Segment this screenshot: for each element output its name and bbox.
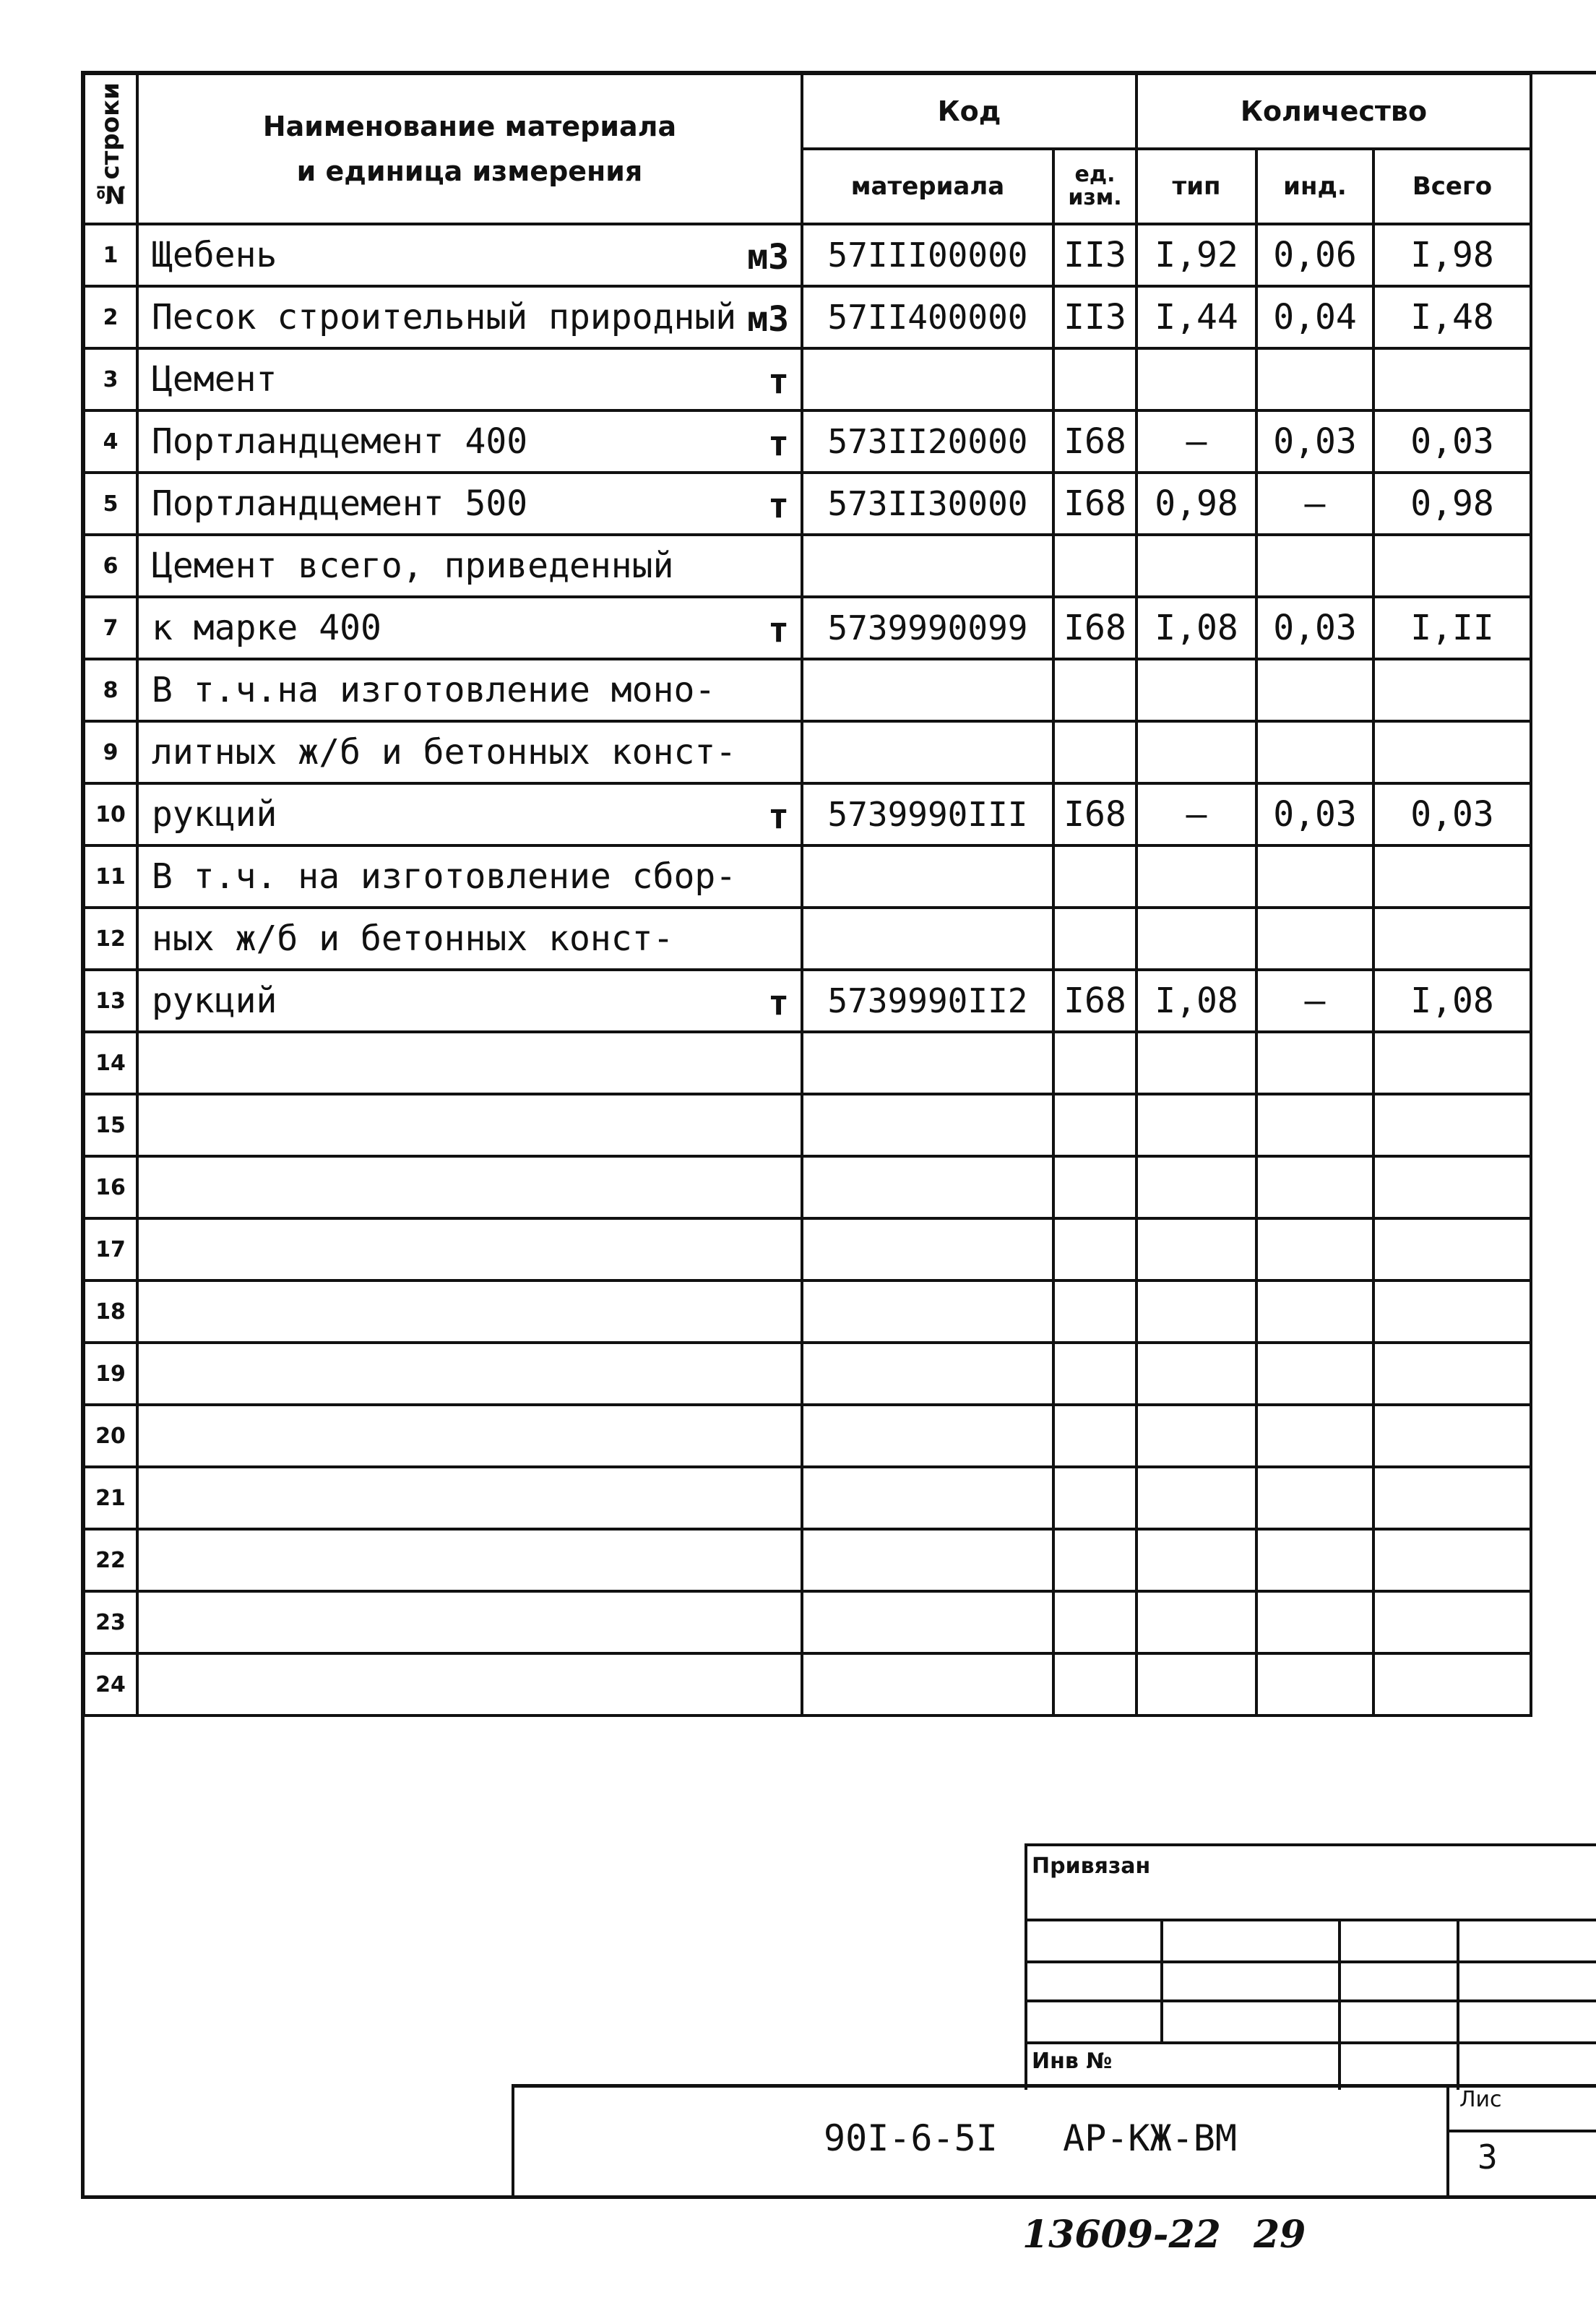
qty-type xyxy=(1136,970,1256,1032)
row-number-text: 17 xyxy=(95,1236,126,1262)
material-name xyxy=(137,1343,802,1405)
unit-code xyxy=(1053,1591,1136,1653)
material-code xyxy=(802,1405,1053,1467)
material-name-text: Портландцемент 500 xyxy=(152,483,528,524)
qty-type xyxy=(1136,908,1256,970)
row-number-text: 24 xyxy=(95,1671,126,1697)
material-name-text: В т.ч.на изготовление моно- xyxy=(152,670,716,710)
qty-total xyxy=(1373,410,1531,473)
material-name-text: Портландцемент 400 xyxy=(152,421,528,462)
unit-code xyxy=(1053,721,1136,783)
material-code xyxy=(802,410,1053,473)
material-name xyxy=(137,1032,802,1094)
qty-total xyxy=(1373,1529,1531,1591)
page-number: 29 xyxy=(1254,2213,1306,2257)
qty-ind xyxy=(1256,783,1373,845)
table-row xyxy=(84,1280,1531,1343)
material-code xyxy=(802,1343,1053,1405)
qty-type xyxy=(1136,783,1256,845)
row-number xyxy=(84,1653,137,1716)
unit-code-text: I68 xyxy=(1064,483,1126,524)
qty-type xyxy=(1136,1343,1256,1405)
qty-ind xyxy=(1256,535,1373,597)
header-qty-ind: инд. xyxy=(1256,149,1373,224)
inventory-number-label: Инв № xyxy=(1032,2049,1113,2074)
material-name xyxy=(137,1156,802,1218)
qty-ind-text: – xyxy=(1304,981,1326,1021)
row-number xyxy=(84,908,137,970)
material-code xyxy=(802,1280,1053,1343)
qty-ind xyxy=(1256,1467,1373,1529)
qty-total xyxy=(1373,1218,1531,1280)
qty-type-text: I,92 xyxy=(1155,235,1238,275)
material-code xyxy=(802,1156,1053,1218)
row-number-text: 22 xyxy=(95,1547,126,1573)
qty-total xyxy=(1373,970,1531,1032)
material-name-text: к марке 400 xyxy=(152,608,381,648)
material-name xyxy=(137,597,802,659)
qty-total-text: 0,03 xyxy=(1410,421,1494,462)
material-code xyxy=(802,1032,1053,1094)
material-unit: т xyxy=(768,610,789,650)
row-number-text: 14 xyxy=(95,1050,126,1076)
material-name xyxy=(137,783,802,845)
qty-total xyxy=(1373,1467,1531,1529)
material-unit: т xyxy=(768,361,789,402)
qty-type xyxy=(1136,410,1256,473)
qty-type xyxy=(1136,1218,1256,1280)
material-code-text: 5739990III xyxy=(827,795,1028,834)
material-name xyxy=(137,224,802,286)
qty-type xyxy=(1136,224,1256,286)
material-name xyxy=(137,1591,802,1653)
qty-ind xyxy=(1256,348,1373,410)
header-quantity-group: Количество xyxy=(1136,74,1531,149)
row-number-text: 5 xyxy=(103,491,118,517)
table-row xyxy=(84,286,1531,348)
qty-ind xyxy=(1256,1343,1373,1405)
qty-type xyxy=(1136,1156,1256,1218)
qty-type-text: – xyxy=(1186,421,1207,462)
stamp-line xyxy=(1027,1960,1596,1963)
row-number-text: 20 xyxy=(95,1423,126,1449)
unit-code-text: I68 xyxy=(1064,981,1126,1021)
qty-ind xyxy=(1256,1529,1373,1591)
unit-code xyxy=(1053,1405,1136,1467)
qty-total xyxy=(1373,1653,1531,1716)
material-code xyxy=(802,1529,1053,1591)
qty-ind xyxy=(1256,659,1373,721)
header-row-number: №строки xyxy=(84,74,137,224)
qty-total xyxy=(1373,659,1531,721)
row-number xyxy=(84,1343,137,1405)
document-code: 90I-6-5I АР-КЖ-ВМ xyxy=(824,2117,1237,2159)
material-name xyxy=(137,1094,802,1156)
stamp-divider xyxy=(1457,1919,1459,2090)
qty-ind xyxy=(1256,286,1373,348)
row-number xyxy=(84,1405,137,1467)
row-number-text: 16 xyxy=(95,1174,126,1200)
qty-type xyxy=(1136,1467,1256,1529)
material-code xyxy=(802,970,1053,1032)
qty-ind xyxy=(1256,224,1373,286)
material-name xyxy=(137,410,802,473)
unit-code xyxy=(1053,1467,1136,1529)
material-name xyxy=(137,1405,802,1467)
material-code xyxy=(802,783,1053,845)
qty-total-text: I,08 xyxy=(1410,981,1494,1021)
material-name xyxy=(137,970,802,1032)
row-number-text: 18 xyxy=(95,1299,126,1325)
row-number xyxy=(84,410,137,473)
row-number xyxy=(84,1467,137,1529)
table-row xyxy=(84,1591,1531,1653)
material-name xyxy=(137,348,802,410)
qty-type xyxy=(1136,659,1256,721)
stamp-line xyxy=(1027,2041,1596,2044)
material-name xyxy=(137,721,802,783)
qty-type xyxy=(1136,1405,1256,1467)
qty-total-text: I,II xyxy=(1410,608,1494,648)
unit-code xyxy=(1053,535,1136,597)
unit-code xyxy=(1053,970,1136,1032)
material-name-text: Цемент xyxy=(152,359,277,400)
qty-ind-text: 0,03 xyxy=(1273,608,1357,648)
qty-type xyxy=(1136,1032,1256,1094)
archive-number: 13609-22 xyxy=(1022,2213,1221,2257)
material-name-text: рукций xyxy=(152,794,277,835)
unit-code xyxy=(1053,783,1136,845)
qty-total xyxy=(1373,1032,1531,1094)
stamp-divider xyxy=(1160,1919,1163,2041)
material-name-text: Песок строительный природный xyxy=(152,297,737,337)
table-row xyxy=(84,659,1531,721)
qty-total-text: I,48 xyxy=(1410,297,1494,337)
qty-total xyxy=(1373,1156,1531,1218)
qty-type-text: I,08 xyxy=(1155,981,1238,1021)
unit-code-text: II3 xyxy=(1064,235,1126,275)
header-code-group: Код xyxy=(802,74,1136,149)
qty-ind xyxy=(1256,1280,1373,1343)
material-code xyxy=(802,473,1053,535)
qty-total xyxy=(1373,1405,1531,1467)
qty-type-text: I,44 xyxy=(1155,297,1238,337)
table-row xyxy=(84,1343,1531,1405)
table-row xyxy=(84,348,1531,410)
row-number xyxy=(84,224,137,286)
qty-total xyxy=(1373,473,1531,535)
table-row xyxy=(84,1467,1531,1529)
row-number xyxy=(84,1529,137,1591)
qty-type-text: I,08 xyxy=(1155,608,1238,648)
stamp-divider xyxy=(1338,1919,1341,2090)
row-number-text: 13 xyxy=(95,988,126,1014)
qty-total-text: I,98 xyxy=(1410,235,1494,275)
qty-type xyxy=(1136,348,1256,410)
stamp-line xyxy=(1027,1999,1596,2002)
qty-ind xyxy=(1256,1218,1373,1280)
row-number xyxy=(84,721,137,783)
qty-total xyxy=(1373,597,1531,659)
material-unit: т xyxy=(768,423,789,464)
row-number-text: 6 xyxy=(103,553,118,579)
qty-ind xyxy=(1256,721,1373,783)
table-row xyxy=(84,1094,1531,1156)
title-line xyxy=(1446,2130,1596,2132)
material-name xyxy=(137,908,802,970)
unit-code xyxy=(1053,473,1136,535)
material-code-text: 57II400000 xyxy=(827,298,1028,337)
unit-code xyxy=(1053,410,1136,473)
row-number xyxy=(84,1591,137,1653)
bound-label: Привязан xyxy=(1032,1854,1151,1879)
material-code xyxy=(802,908,1053,970)
row-number xyxy=(84,1032,137,1094)
unit-code xyxy=(1053,659,1136,721)
qty-total xyxy=(1373,783,1531,845)
unit-code-text: I68 xyxy=(1064,421,1126,462)
table-row xyxy=(84,721,1531,783)
qty-total-text: 0,03 xyxy=(1410,794,1494,835)
row-number xyxy=(84,535,137,597)
unit-code xyxy=(1053,1280,1136,1343)
table-row xyxy=(84,597,1531,659)
material-code xyxy=(802,1591,1053,1653)
row-number xyxy=(84,473,137,535)
material-code xyxy=(802,535,1053,597)
qty-ind xyxy=(1256,597,1373,659)
row-number-text: 8 xyxy=(103,677,118,703)
material-name-text: ных ж/б и бетонных конст- xyxy=(152,918,674,959)
material-name-text: рукций xyxy=(152,981,277,1021)
qty-ind-text: 0,06 xyxy=(1273,235,1357,275)
qty-type xyxy=(1136,1653,1256,1716)
qty-ind xyxy=(1256,908,1373,970)
material-name xyxy=(137,473,802,535)
unit-code xyxy=(1053,1343,1136,1405)
sheet-label: Лис xyxy=(1459,2087,1502,2112)
materials-table xyxy=(82,72,1532,1717)
row-number-text: 4 xyxy=(103,429,118,455)
material-unit: т xyxy=(768,796,789,837)
qty-type xyxy=(1136,1529,1256,1591)
material-code xyxy=(802,224,1053,286)
sheet-number: 3 xyxy=(1478,2138,1498,2177)
qty-type xyxy=(1136,597,1256,659)
qty-type xyxy=(1136,845,1256,908)
unit-code-text: I68 xyxy=(1064,608,1126,648)
material-code-text: 5739990II2 xyxy=(827,981,1028,1020)
material-unit: м3 xyxy=(747,237,789,277)
unit-code-text: II3 xyxy=(1064,297,1126,337)
material-code xyxy=(802,659,1053,721)
qty-type xyxy=(1136,1280,1256,1343)
table-row xyxy=(84,1405,1531,1467)
header-code-unit: ед. изм. xyxy=(1053,149,1136,224)
material-code xyxy=(802,1094,1053,1156)
unit-code xyxy=(1053,597,1136,659)
table-row xyxy=(84,1529,1531,1591)
approval-stamp-block xyxy=(1025,1843,1596,2090)
row-number-text: 1 xyxy=(103,242,118,268)
qty-type xyxy=(1136,535,1256,597)
qty-type xyxy=(1136,473,1256,535)
unit-code xyxy=(1053,845,1136,908)
qty-ind xyxy=(1256,410,1373,473)
table-row xyxy=(84,1032,1531,1094)
qty-type-text: 0,98 xyxy=(1155,483,1238,524)
qty-total xyxy=(1373,721,1531,783)
material-code-text: 57III00000 xyxy=(827,236,1028,275)
qty-ind-text: 0,03 xyxy=(1273,421,1357,462)
material-name xyxy=(137,1529,802,1591)
table-row xyxy=(84,1653,1531,1716)
qty-ind-text: – xyxy=(1304,483,1326,524)
qty-total-text: 0,98 xyxy=(1410,483,1494,524)
qty-total xyxy=(1373,1591,1531,1653)
material-name xyxy=(137,535,802,597)
row-number xyxy=(84,783,137,845)
qty-ind xyxy=(1256,1032,1373,1094)
material-code xyxy=(802,721,1053,783)
material-code xyxy=(802,597,1053,659)
qty-ind-text: 0,03 xyxy=(1273,794,1357,835)
qty-type-text: – xyxy=(1186,794,1207,835)
qty-ind xyxy=(1256,1094,1373,1156)
row-number xyxy=(84,1218,137,1280)
material-code xyxy=(802,286,1053,348)
table-row xyxy=(84,410,1531,473)
unit-code xyxy=(1053,1156,1136,1218)
header-material-name: Наименование материала и единица измерения xyxy=(137,74,802,224)
material-code xyxy=(802,348,1053,410)
row-number-text: 10 xyxy=(95,801,126,827)
material-name xyxy=(137,286,802,348)
row-number xyxy=(84,845,137,908)
qty-ind xyxy=(1256,1405,1373,1467)
table-row xyxy=(84,535,1531,597)
row-number xyxy=(84,1280,137,1343)
qty-total xyxy=(1373,535,1531,597)
material-code xyxy=(802,845,1053,908)
table-row xyxy=(84,224,1531,286)
row-number xyxy=(84,597,137,659)
qty-ind-text: 0,04 xyxy=(1273,297,1357,337)
row-number-text: 9 xyxy=(103,739,118,765)
row-number-text: 3 xyxy=(103,366,118,392)
material-unit: м3 xyxy=(747,299,789,340)
table-row xyxy=(84,908,1531,970)
material-code-text: 573II30000 xyxy=(827,484,1028,523)
qty-total xyxy=(1373,286,1531,348)
row-number xyxy=(84,1094,137,1156)
header-qty-type: тип xyxy=(1136,149,1256,224)
qty-total xyxy=(1373,845,1531,908)
unit-code xyxy=(1053,286,1136,348)
qty-total xyxy=(1373,1280,1531,1343)
unit-code xyxy=(1053,1218,1136,1280)
header-code-material: материала xyxy=(802,149,1053,224)
unit-code xyxy=(1053,224,1136,286)
material-code xyxy=(802,1218,1053,1280)
stamp-line xyxy=(1027,1919,1596,1921)
row-number xyxy=(84,1156,137,1218)
qty-type xyxy=(1136,1591,1256,1653)
qty-ind xyxy=(1256,1591,1373,1653)
material-name xyxy=(137,1467,802,1529)
row-number xyxy=(84,659,137,721)
qty-total xyxy=(1373,908,1531,970)
material-code xyxy=(802,1653,1053,1716)
table-row xyxy=(84,1218,1531,1280)
qty-ind xyxy=(1256,970,1373,1032)
unit-code xyxy=(1053,348,1136,410)
material-unit: т xyxy=(768,486,789,526)
qty-type xyxy=(1136,1094,1256,1156)
row-number-text: 15 xyxy=(95,1112,126,1138)
material-name xyxy=(137,1280,802,1343)
material-name-text: В т.ч. на изготовление сбор- xyxy=(152,856,737,897)
row-number-text: 23 xyxy=(95,1609,126,1635)
row-number xyxy=(84,286,137,348)
title-divider xyxy=(1446,2088,1449,2196)
material-name-text: Цемент всего, приведенный xyxy=(152,546,674,586)
qty-total xyxy=(1373,1343,1531,1405)
unit-code xyxy=(1053,1094,1136,1156)
table-row xyxy=(84,970,1531,1032)
material-name-text: литных ж/б и бетонных конст- xyxy=(152,732,737,772)
material-code-text: 5739990099 xyxy=(827,608,1028,647)
unit-code xyxy=(1053,1032,1136,1094)
material-name xyxy=(137,845,802,908)
material-name xyxy=(137,659,802,721)
row-number-text: 21 xyxy=(95,1485,126,1511)
qty-ind xyxy=(1256,1156,1373,1218)
qty-total xyxy=(1373,224,1531,286)
row-number-text: 2 xyxy=(103,304,118,330)
material-code-text: 573II20000 xyxy=(827,422,1028,461)
unit-code xyxy=(1053,1529,1136,1591)
qty-total xyxy=(1373,348,1531,410)
unit-code-text: I68 xyxy=(1064,794,1126,835)
row-number xyxy=(84,348,137,410)
table-row xyxy=(84,1156,1531,1218)
qty-ind xyxy=(1256,1653,1373,1716)
unit-code xyxy=(1053,908,1136,970)
qty-ind xyxy=(1256,845,1373,908)
table-row xyxy=(84,845,1531,908)
qty-type xyxy=(1136,721,1256,783)
qty-total xyxy=(1373,1094,1531,1156)
material-unit: т xyxy=(768,983,789,1023)
row-number-text: 12 xyxy=(95,926,126,952)
header-qty-total: Всего xyxy=(1373,149,1531,224)
table-row xyxy=(84,783,1531,845)
material-name-text: Щебень xyxy=(152,235,277,275)
qty-ind xyxy=(1256,473,1373,535)
row-number xyxy=(84,970,137,1032)
material-name xyxy=(137,1218,802,1280)
table-row xyxy=(84,473,1531,535)
material-name xyxy=(137,1653,802,1716)
row-number-text: 19 xyxy=(95,1361,126,1387)
material-code xyxy=(802,1467,1053,1529)
row-number-text: 7 xyxy=(103,615,118,641)
row-number-text: 11 xyxy=(95,864,126,890)
qty-type xyxy=(1136,286,1256,348)
unit-code xyxy=(1053,1653,1136,1716)
